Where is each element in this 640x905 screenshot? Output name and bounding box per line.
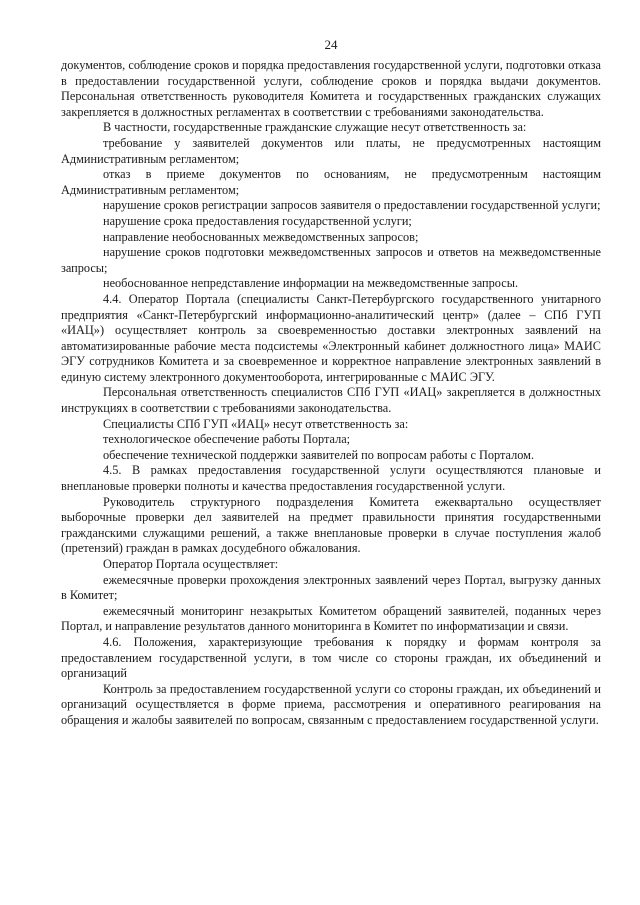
paragraph: ежемесячные проверки прохождения электронных заявлений через Портал, выгрузку данных в Комитет; [61, 572, 601, 603]
paragraph: Специалисты СПб ГУП «ИАЦ» несут ответственность за: [103, 416, 409, 431]
section-paragraph: 4.6. Положения, характеризующие требования к порядку и формам контроля за предоставлением государственной услуги, в том числе со стороны граждан, их объединений и организаций [61, 634, 601, 681]
paragraph: ежемесячный мониторинг незакрытых Комитетом обращений заявителей, поданных через Портал, и направление результатов данного мониторинга в Комитет по информатизации и связи. [61, 603, 601, 634]
paragraph: Персональная ответственность специалистов СПб ГУП «ИАЦ» закрепляется в должностных инструкциях в соответствии с требованиями законодательства. [61, 385, 601, 416]
section-paragraph: 4.5. В рамках предоставления государственной услуги осуществляются плановые и внеплановые проверки полноты и качества предоставления государственной услуги. [61, 463, 601, 494]
paragraph: обеспечение технической поддержки заявителей по вопросам работы с Порталом. [103, 447, 535, 462]
paragraph: технологическое обеспечение работы Портала; [103, 432, 351, 447]
paragraph: В частности, государственные гражданские служащие несут ответственность за: [103, 120, 527, 135]
document-page [61, 36, 601, 729]
paragraph: отказ в приеме документов по основаниям, не предусмотренным настоящим Административным регламентом; [61, 167, 601, 197]
paragraph: направление необоснованных межведомственных запросов; [103, 229, 419, 244]
paragraph: нарушение сроков регистрации запросов заявителя о предоставлении государственной услуги; [103, 198, 601, 213]
page-number: 24 [324, 37, 338, 52]
paragraph: нарушение сроков подготовки межведомственных запросов и ответов на межведомственные запросы; [61, 245, 601, 275]
paragraph: нарушение срока предоставления государственной услуги; [103, 213, 412, 228]
paragraph: документов, соблюдение сроков и порядка предоставления государственной услуги, подготовки отказа в предоставлении государственной услуги, соблюдение сроков и порядка выдачи документов. Персональная ответственность руководителя Комитета и государственных гражданских служащих закрепляется в должностных регламентах в соответствии с требованиями законодательства. [61, 58, 601, 119]
paragraph: Руководитель структурного подразделения Комитета ежеквартально осуществляет выборочные проверки дел заявителей на предмет правильности принятия государственными гражданскими служащими решений, а также внеплановые проверки в случае поступления жалоб (претензий) граждан в рамках досудебного обжалования. [61, 494, 601, 556]
paragraph: Оператор Портала осуществляет: [103, 557, 279, 571]
paragraph: необоснованное непредставление информации на межведомственные запросы. [103, 276, 519, 291]
paragraph: требование у заявителей документов или платы, не предусмотренных настоящим Административным регламентом; [61, 135, 601, 166]
paragraph: Контроль за предоставлением государственной услуги со стороны граждан, их объединений и организаций осуществляется в форме приема, рассмотрения и оперативного реагирования на обращения и жалобы заявителей по вопросам, связанным с предоставлением государственной услуги. [61, 681, 601, 727]
section-paragraph: 4.4. Оператор Портала (специалисты Санкт-Петербургского государственного унитарного предприятия «Санкт-Петербургский информационно-аналитический центр» (далее – СПб ГУП «ИАЦ») осуществляет контроль за своевременностью доставки электронных заявлений на автоматизированные рабочие места подсистемы «Электронный кабинет должностного лица» МАИС ЭГУ сотрудников Комитета и за своевременное и корректное направление электронных заявлений в единую систему электронного документооборота, интегрированные с МАИС ЭГУ. [61, 291, 601, 384]
